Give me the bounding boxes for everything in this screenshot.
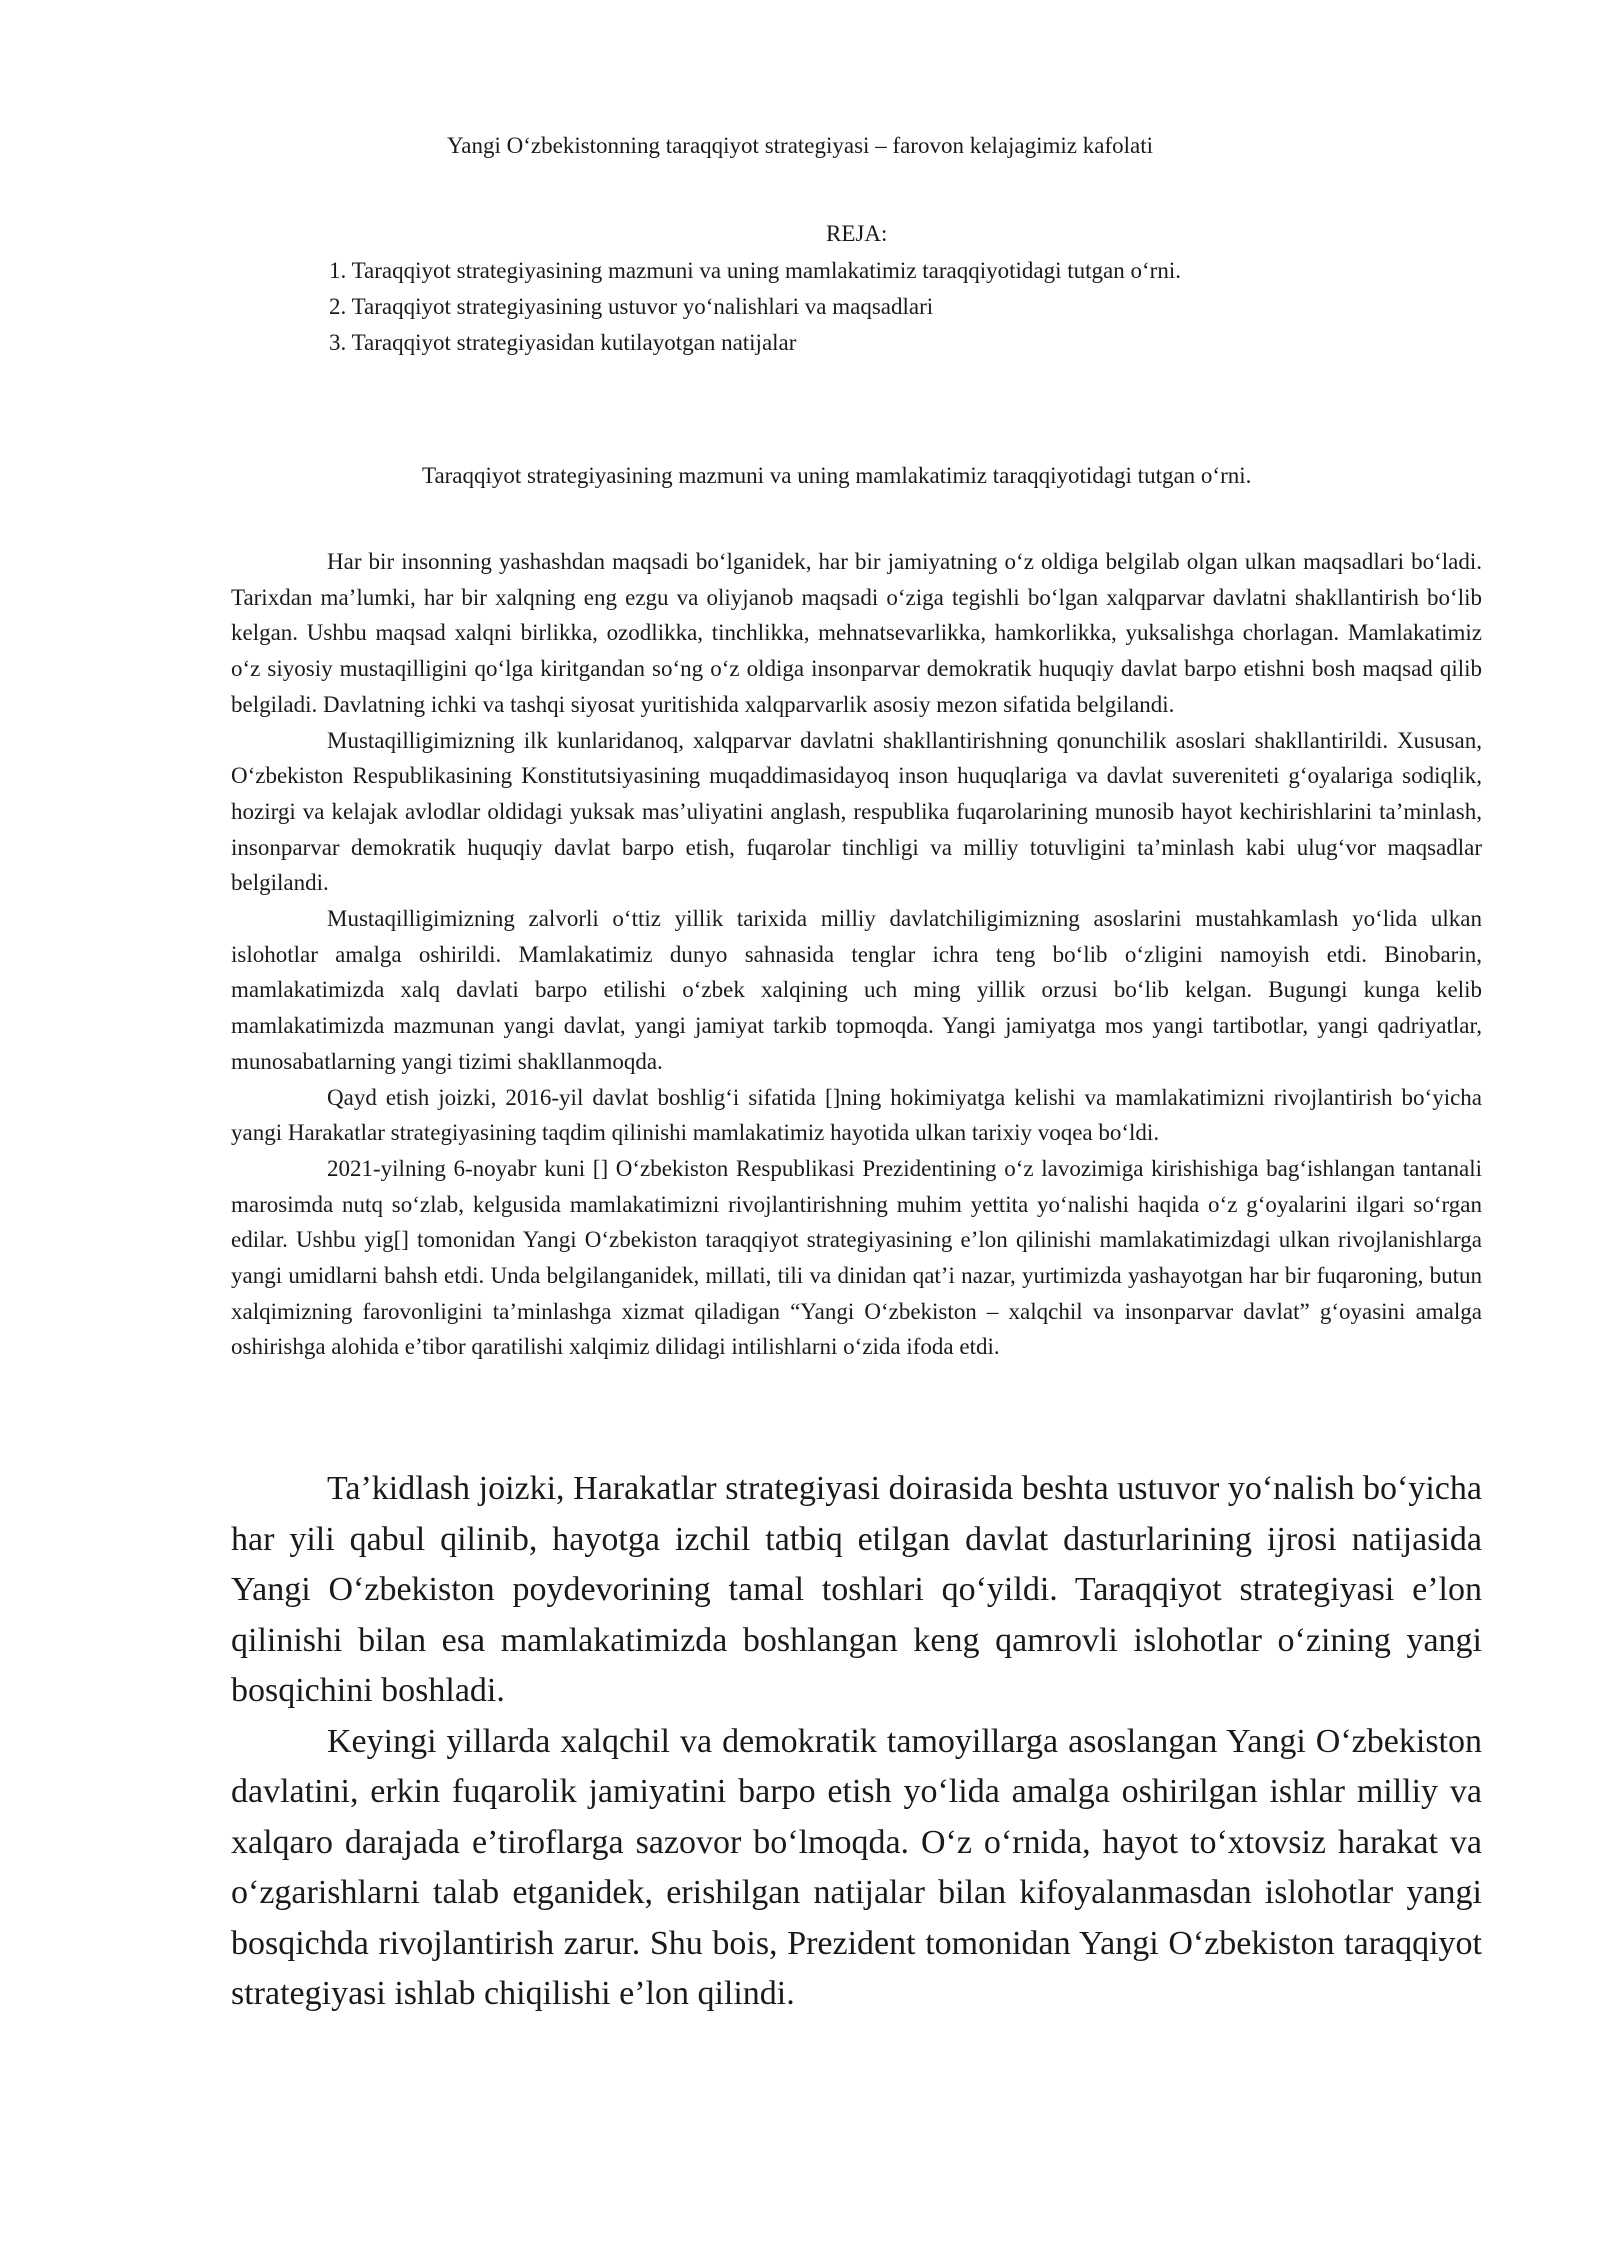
body-text-large: [231, 1464, 1482, 2020]
plan-item: 2. Taraqqiyot strategiyasining ustuvor yo‘nalishlari va maqsadlari: [329, 294, 934, 319]
paragraph: Ta’kidlash joizki, Harakatlar strategiyasi doirasida beshta ustuvor yo‘nalish bo‘yicha har yili qabul qilinib, hayotga izchil tatbiq etilgan davlat dasturlarining ijrosi natijasida Yangi O‘zbekiston poydevorining tamal toshlari qo‘yildi. Taraqqiyot strategiyasi e’lon qilinishi bilan esa mamlakatimizda boshlangan keng qamrovli islohotlar o‘zining yangi bosqichini boshladi.: [231, 1470, 1482, 1709]
paragraph: Har bir insonning yashashdan maqsadi bo‘lganidek, har bir jamiyatning o‘z oldiga belgilab olgan ulkan maqsadlari bo‘ladi. Tarixdan ma’lumki, har bir xalqning eng ezgu va oliyjanob maqsadi o‘ziga tegishli bo‘lgan xalqparvar davlatni shakllantirish bo‘lib kelgan. Ushbu maqsad xalqni birlikka, ozodlikka, tinchlikka, mehnatsevarlikka, hamkorlikka, yuksalishga chorlagan. Mamlakatimiz o‘z siyosiy mustaqilligini qo‘lga kiritgandan so‘ng o‘z oldiga insonparvar demokratik huquqiy davlat barpo etishni bosh maqsad qilib belgiladi. Davlatning ichki va tashqi siyosat yuritishida xalqparvarlik asosiy mezon sifatida belgilandi.: [231, 549, 1482, 717]
document-title: Yangi O‘zbekistonning taraqqiyot strategiyasi – farovon kelajagimiz kafolati: [446, 133, 1153, 158]
paragraph: Mustaqilligimizning zalvorli o‘ttiz yillik tarixida milliy davlatchiligimizning asoslarini mustahkamlash yo‘lida ulkan islohotlar amalga oshirildi. Mamlakatimiz dunyo sahnasida tenglar ichra teng bo‘lib o‘zligini namoyish etdi. Binobarin, mamlakatimizda xalq davlati barpo etilishi o‘zbek xalqining uch ming yillik orzusi bo‘lib kelgan. Bugungi kunga kelib mamlakatimizda mazmunan yangi davlat, yangi jamiyat tarkib topmoqda. Yangi jamiyatga mos yangi tartibotlar, yangi qadriyatlar, munosabatlarning yangi tizimi shakllanmoqda.: [231, 906, 1482, 1074]
body-text-small: [231, 544, 1482, 1365]
paragraph: 2021-yilning 6-noyabr kuni [] O‘zbekiston Respublikasi Prezidentining o‘z lavozimiga kirishishiga bag‘ishlangan tantanali marosimda nutq so‘zlab, kelgusida mamlakatimizni rivojlantirishning muhim yettita yo‘nalishi haqida o‘z g‘oyalarini ilgari so‘rgan edilar. Ushbu yig[] tomonidan Yangi O‘zbekiston taraqqiyot strategiyasining e’lon qilinishi mamlakatimizdagi ulkan rivojlanishlarga yangi umidlarni bahsh etdi. Unda belgilanganidek, millati, tili va dinidan qat’i nazar, yurtimizda yashayotgan har bir fuqaroning, butun xalqimizning farovonligini ta’minlashga xizmat qiladigan “Yangi O‘zbekiston – xalqchil va insonparvar davlat” g‘oyasini amalga oshirishga alohida e’tibor qaratilishi xalqimiz dilidagi intilishlarni o‘zida ifoda etdi.: [231, 1155, 1482, 1360]
plan-item: 1. Taraqqiyot strategiyasining mazmuni va uning mamlakatimiz taraqqiyotidagi tutgan o‘rni.: [329, 258, 1181, 283]
plan-list: [329, 253, 1181, 361]
paragraph: Qayd etish joizki, 2016-yil davlat boshlig‘i sifatida []ning hokimiyatga kelishi va mamlakatimizni rivojlantirish bo‘yicha yangi Harakatlar strategiyasining taqdim qilinishi mamlakatimiz hayotida ulkan tarixiy voqea bo‘ldi.: [231, 1084, 1482, 1146]
paragraph: Mustaqilligimizning ilk kunlaridanoq, xalqparvar davlatni shakllantirishning qonunchilik asoslari shakllantirildi. Xususan, O‘zbekiston Respublikasining Konstitutsiyasining muqaddimasidayoq inson huquqlariga va davlat suvereniteti g‘oyalariga sodiqlik, hozirgi va kelajak avlodlar oldidagi yuksak mas’uliyatini anglash, respublika fuqarolarining munosib hayot kechirishlarini ta’minlash, insonparvar demokratik huquqiy davlat barpo etish, fuqarolar tinchligi va milliy totuvligini ta’minlash kabi ulug‘vor maqsadlar belgilandi.: [231, 727, 1482, 896]
paragraph: Keyingi yillarda xalqchil va demokratik tamoyillarga asoslangan Yangi O‘zbekiston davlatini, erkin fuqarolik jamiyatini barpo etish yo‘lida amalga oshirilgan ishlar milliy va xalqaro darajada e’tiroflarga sazovor bo‘lmoqda. O‘z o‘rnida, hayot to‘xtovsiz harakat va o‘zgarishlarni talab etganidek, erishilgan natijalar bilan kifoyalanmasdan islohotlar yangi bosqichda rivojlantirish zarur. Shu bois, Prezident tomonidan Yangi O‘zbekiston taraqqiyot strategiyasi ishlab chiqilishi e’lon qilindi.: [231, 1722, 1482, 2012]
plan-heading: REJA:: [826, 221, 888, 246]
plan-item: 3. Taraqqiyot strategiyasidan kutilayotgan natijalar: [329, 330, 797, 355]
section-heading: Taraqqiyot strategiyasining mazmuni va uning mamlakatimiz taraqqiyotidagi tutgan o‘rni.: [422, 463, 1252, 488]
